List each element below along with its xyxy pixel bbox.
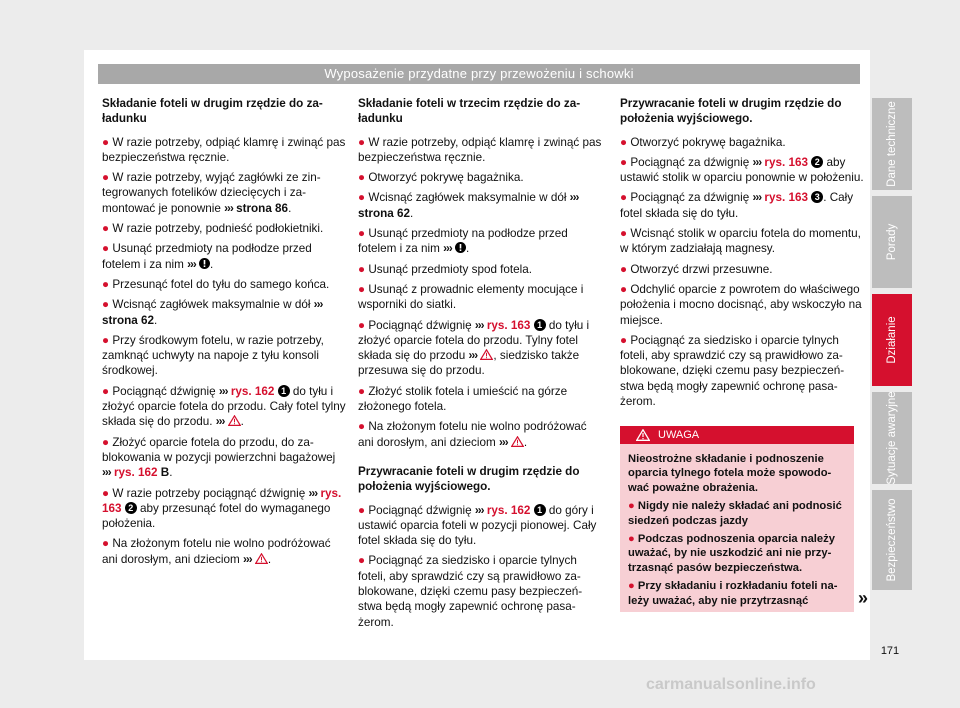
list-item: ● Wcisnąć stolik w oparciu fotela do momentu, w którym zadziałają magnesy. [620, 227, 861, 256]
bullet-icon: ● [620, 155, 628, 169]
list-item: ● Przy środkowym fotelu, w razie potrzeby, zamknąć uchwyty na napoje z tyłu konsoli środkowej. [102, 333, 324, 378]
cross-ref-arrows-icon: ››› [443, 242, 452, 256]
list-item: ● Pociągnąć dźwignię ››› rys. 162 1 do góry i ustawić oparcia foteli w pozycji pionowej. Cały fotel składa się do tyłu. [358, 503, 597, 548]
column-3 [620, 96, 864, 414]
cross-ref-arrows-icon: ››› [752, 191, 762, 205]
list-item: ● Pociągnąć za siedzisko i oparcie tylnych foteli, aby sprawdzić czy są prawidłowo zablokowane, dzięki czemu pasy bezpieczeństwa będą mogły zapewnić ochronę pasażerom. [620, 333, 845, 409]
list-item: ● W razie potrzeby, podnieść podłokietniki. [102, 222, 324, 236]
warning-body [620, 444, 854, 608]
bullet-icon: ● [102, 171, 110, 185]
bullet-icon: ● [620, 227, 628, 241]
bullet-icon: ● [620, 333, 628, 347]
bullet-icon: ● [620, 262, 628, 276]
bullet-icon: ● [620, 135, 628, 149]
figure-ref-link[interactable]: rys. 163 [764, 155, 808, 169]
number-3-icon: 3 [811, 191, 823, 203]
number-2-icon: 2 [125, 502, 137, 514]
warning-label: UWAGA [658, 429, 700, 441]
bullet-icon: ● [358, 191, 366, 205]
warning-triangle-icon [255, 553, 268, 564]
bullet-icon: ● [102, 222, 110, 236]
bullet-icon: ● [102, 242, 110, 256]
cross-ref-arrows-icon: ››› [215, 415, 225, 429]
list-item: ● Złożyć stolik fotela i umieścić na górze złożonego fotela. [358, 384, 568, 414]
list-item: ● Pociągnąć za dźwignię ››› rys. 163 2 aby ustawić stolik w oparciu ponownie w położeniu. [620, 155, 864, 185]
cross-ref-arrows-icon: ››› [313, 298, 323, 312]
bullet-icon: ● [628, 580, 635, 593]
cross-ref-arrows-icon: ››› [102, 466, 111, 480]
warning-triangle-icon [228, 415, 241, 426]
figure-ref-link[interactable]: rys. 162 [113, 466, 158, 480]
warning-triangle-icon [636, 429, 650, 441]
list-item: ● W razie potrzeby pociągnąć dźwignię ››› rys. 163 2 aby przesunąć fotel do wymaganego położenia. [102, 486, 342, 531]
cross-ref-arrows-icon: ››› [187, 257, 196, 271]
column-2 [358, 96, 602, 635]
bullet-icon: ● [358, 135, 366, 149]
list-item: ● Usunąć przedmioty spod fotela. [358, 262, 533, 276]
list-item: ● Usunąć przedmioty na podłodze przed fotelem i za nim ››› . [358, 227, 568, 256]
bullet-icon: ● [102, 537, 110, 551]
bullet-icon: ● [358, 227, 366, 241]
list-item: ● Otworzyć drzwi przesuwne. [620, 262, 773, 276]
warning-triangle-icon [480, 349, 493, 360]
section-title: Przywracanie foteli w drugim rzędzie do położenia wyjściowego. [620, 97, 842, 126]
list-item: ● W razie potrzeby, wyjąć zagłówki ze zintegrowanych fotelików dziecięcych i zamontować je ponownie ››› strona 86. [102, 171, 321, 215]
list-item: ● Otworzyć pokrywę bagażnika. [620, 135, 786, 149]
list-item: ● Otworzyć pokrywę bagażnika. [358, 171, 524, 185]
info-circle-icon [455, 242, 466, 253]
bullet-icon: ● [358, 282, 366, 296]
bullet-icon: ● [102, 435, 110, 449]
watermark: carmanualsonline.info [646, 676, 816, 693]
bullet-icon: ● [358, 171, 366, 185]
list-item: ● Pociągnąć dźwignię ››› rys. 162 1 do tyłu i złożyć oparcie fotela do przodu. Cały fotel tylny składa się do przodu. ››› . [102, 384, 346, 429]
list-item: ● W razie potrzeby, odpiąć klamrę i zwinąć pas bezpieczeństwa ręcznie. [358, 135, 602, 164]
list-item: ● Usunąć przedmioty na podłodze przed fotelem i za nim ››› . [102, 242, 312, 271]
warning-header [620, 426, 854, 444]
cross-ref-link[interactable]: strona 86 [236, 201, 289, 215]
cross-ref-link[interactable]: strona 62 [358, 206, 410, 220]
page-number: 171 [880, 645, 900, 657]
cross-ref-arrows-icon: ››› [474, 318, 484, 332]
bullet-icon: ● [358, 318, 366, 332]
cross-ref-arrows-icon: ››› [474, 503, 484, 517]
list-item: ● W razie potrzeby, odpiąć klamrę i zwinąć pas bezpieczeństwa ręcznie. [102, 135, 346, 164]
bullet-icon: ● [358, 554, 366, 568]
bullet-icon: ● [102, 486, 110, 500]
bullet-icon: ● [358, 262, 366, 276]
bullet-icon: ● [358, 384, 366, 398]
list-item: ● Na złożonym fotelu nie wolno podróżować ani dorosłym, ani dzieciom ››› . [358, 420, 587, 449]
list-item: ● Przy składaniu i rozkładaniu foteli należy uważać, aby nie przytrzasnąć [628, 580, 838, 607]
cross-ref-arrows-icon: ››› [752, 155, 762, 169]
list-item: ● Odchylić oparcie z powrotem do właściwego położenia i mocno docisnąć, aby wskoczyło na miejsce. [620, 282, 862, 327]
tab-bezpieczenstwo[interactable]: Bezpieczeństwo [872, 490, 912, 590]
list-item: ● Wcisnąć zagłówek maksymalnie w dół ››› strona 62. [358, 191, 579, 220]
number-2-icon: 2 [811, 156, 823, 168]
section-title: Składanie foteli w drugim rzędzie do załadunku [102, 97, 323, 126]
list-item: ● Pociągnąć dźwignię ››› rys. 163 1 do tyłu i złożyć oparcie fotela do przodu. Tylny fotel składa się do przodu ››› , siedzisko także przesuwa się do przodu. [358, 318, 590, 378]
cross-ref-link[interactable]: strona 62 [102, 313, 154, 327]
number-1-icon: 1 [534, 319, 546, 331]
info-circle-icon [199, 258, 210, 269]
page-header: Wyposażenie przydatne przy przewożeniu i schowki [98, 64, 860, 84]
column-1 [102, 96, 346, 572]
bullet-icon: ● [102, 298, 110, 312]
bullet-icon: ● [628, 500, 635, 513]
bullet-icon: ● [102, 333, 110, 347]
continue-arrow-icon: » [858, 588, 869, 608]
tab-dane-techniczne[interactable]: Dane techniczne [872, 98, 912, 190]
bullet-icon: ● [628, 533, 635, 546]
cross-ref-arrows-icon: ››› [224, 201, 233, 215]
number-1-icon: 1 [278, 385, 290, 397]
tab-dzialanie[interactable]: Działanie [872, 294, 912, 386]
bullet-icon: ● [358, 503, 366, 517]
bullet-icon: ● [102, 135, 110, 149]
cross-ref-arrows-icon: ››› [468, 349, 478, 363]
list-item: ● Nigdy nie należy składać ani podnosić siedzeń podczas jazdy [628, 500, 842, 527]
list-item: ● Usunąć z prowadnic elementy mocujące i wsporniki do siatki. [358, 282, 584, 312]
tab-sytuacje-awaryjne[interactable]: Sytuacje awaryjne [872, 392, 912, 484]
cross-ref-arrows-icon: ››› [218, 384, 228, 398]
bullet-icon: ● [358, 420, 366, 434]
cross-ref-arrows-icon: ››› [498, 435, 508, 449]
figure-ref-link[interactable]: rys. 162 [486, 503, 531, 517]
figure-ref-link[interactable]: rys. 162 [230, 384, 275, 398]
figure-ref-link[interactable]: rys. 163 [102, 486, 342, 515]
cross-ref-arrows-icon: ››› [308, 486, 318, 500]
list-item: ● Podczas podnoszenia oparcia należy uważać, by nie uszkodzić ani nie przytrzasnąć pasów bezpieczeństwa. [628, 533, 835, 574]
bullet-icon: ● [102, 384, 110, 398]
list-item: ● Pociągnąć za dźwignię ››› rys. 163 3 . Cały fotel składa się do tyłu. [620, 191, 854, 220]
section-title: Przywracanie foteli w drugim rzędzie do położenia wyjściowego. [358, 464, 580, 494]
list-item: ● Złożyć oparcie fotela do przodu, do zablokowania w pozycji powierzchni bagażowej ››› rys. 162 B. [102, 435, 336, 480]
bullet-icon: ● [102, 277, 110, 291]
list-item: ● Pociągnąć za siedzisko i oparcie tylnych foteli, aby sprawdzić czy są prawidłowo zablokowane, dzięki czemu pasy bezpieczeństwa będą mogły zapewnić ochronę pasażerom. [358, 554, 583, 629]
list-item: ● Na złożonym fotelu nie wolno podróżować ani dorosłym, ani dzieciom ››› . [102, 537, 331, 566]
warning-intro: Nieostrożne składanie i podnoszenie oparcia tylnego fotela może spowodować poważne obrażenia. [628, 453, 832, 494]
tab-porady[interactable]: Porady [872, 196, 912, 288]
bullet-icon: ● [620, 191, 628, 205]
section-title: Składanie foteli w trzecim rzędzie do załadunku [358, 97, 581, 126]
number-1-icon: 1 [534, 504, 546, 516]
bullet-icon: ● [620, 282, 628, 296]
list-item: ● Wcisnąć zagłówek maksymalnie w dół ››› strona 62. [102, 298, 323, 327]
figure-ref-link[interactable]: rys. 163 [486, 318, 531, 332]
figure-ref-link[interactable]: rys. 163 [764, 191, 808, 205]
cross-ref-arrows-icon: ››› [242, 552, 252, 566]
warning-triangle-icon [511, 436, 524, 447]
warning-box [620, 426, 854, 612]
list-item: ● Przesunąć fotel do tyłu do samego końca. [102, 277, 330, 291]
cross-ref-arrows-icon: ››› [569, 191, 579, 205]
